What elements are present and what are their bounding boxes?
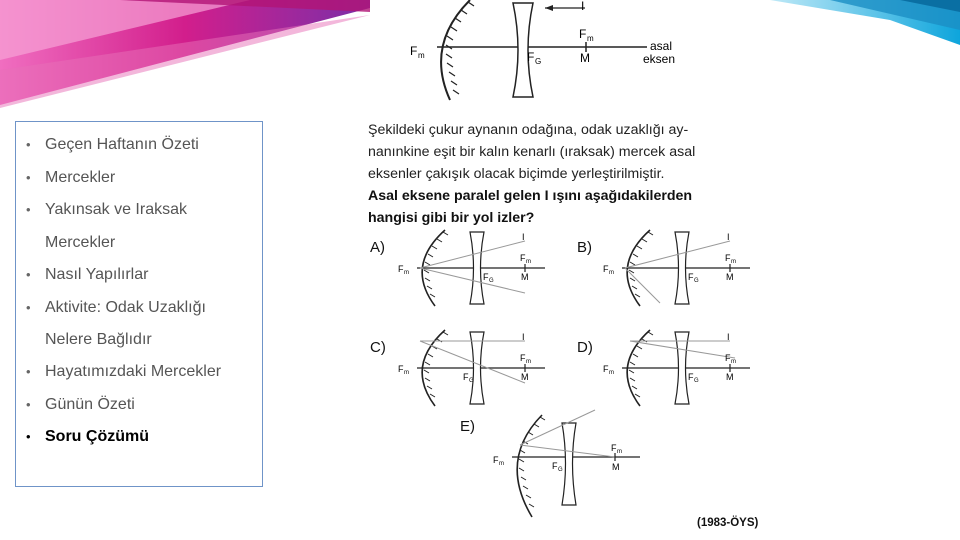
svg-text:G: G xyxy=(558,467,563,473)
svg-text:F: F xyxy=(463,372,469,382)
svg-text:F: F xyxy=(552,461,558,471)
svg-text:m: m xyxy=(609,270,614,276)
axis-label: asal xyxy=(650,39,673,53)
svg-text:G: G xyxy=(535,57,542,66)
svg-text:G: G xyxy=(489,278,494,284)
agenda-item-label: Geçen Haftanın Özeti xyxy=(45,136,199,153)
svg-text:M: M xyxy=(726,272,734,282)
option-b-label[interactable]: B) xyxy=(577,239,592,256)
ray-label: I xyxy=(581,0,585,13)
question-line-bold: Asal eksene paralel gelen I ışını aşağıdakilerden xyxy=(368,188,693,204)
question-line: eksenler çakışık olacak biçimde yerleştirilmiştir. xyxy=(368,166,665,182)
svg-text:m: m xyxy=(609,370,614,376)
main-figure xyxy=(395,0,695,105)
svg-text:m: m xyxy=(404,270,409,276)
svg-text:m: m xyxy=(587,34,594,43)
axis-label-2: eksen xyxy=(643,52,676,66)
svg-text:F: F xyxy=(520,253,526,263)
svg-text:F: F xyxy=(611,443,617,453)
bullet: • xyxy=(26,267,31,282)
svg-text:F: F xyxy=(603,264,609,274)
agenda-item-label: Günün Özeti xyxy=(45,396,135,413)
agenda-item-label: Soru Çözümü xyxy=(45,428,149,445)
svg-text:F: F xyxy=(483,272,489,282)
bullet: • xyxy=(26,429,31,444)
agenda-item-label: Nasıl Yapılırlar xyxy=(45,266,149,283)
agenda-item-label: Aktivite: Odak Uzaklığı xyxy=(45,299,206,316)
svg-text:m: m xyxy=(526,259,531,265)
decorative-corner-right xyxy=(770,0,960,45)
fg-label: F xyxy=(527,50,535,64)
svg-text:M: M xyxy=(726,372,734,382)
svg-text:F: F xyxy=(603,364,609,374)
option-d-figure[interactable] xyxy=(600,328,760,408)
svg-text:G: G xyxy=(694,378,699,384)
svg-text:F: F xyxy=(688,272,694,282)
bullet: • xyxy=(26,137,31,152)
question-text xyxy=(368,119,778,229)
option-c-label[interactable]: C) xyxy=(370,339,386,356)
svg-text:m: m xyxy=(731,259,736,265)
bullet: • xyxy=(26,202,31,217)
agenda-box xyxy=(15,121,263,487)
svg-text:m: m xyxy=(418,51,425,60)
bullet: • xyxy=(26,300,31,315)
concave-mirror xyxy=(441,0,474,100)
fm-label-right: F xyxy=(579,27,587,41)
svg-text:I: I xyxy=(727,232,730,242)
svg-text:F: F xyxy=(493,455,499,465)
svg-text:m: m xyxy=(731,359,736,365)
svg-text:G: G xyxy=(469,378,474,384)
agenda-item-label: Yakınsak ve Iraksak xyxy=(45,201,187,218)
bullet: • xyxy=(26,397,31,412)
svg-text:F: F xyxy=(725,353,731,363)
svg-text:I: I xyxy=(522,232,525,242)
svg-text:G: G xyxy=(694,278,699,284)
bullet: • xyxy=(26,170,31,185)
agenda-item-label: Mercekler xyxy=(45,234,116,251)
option-d-label[interactable]: D) xyxy=(577,339,593,356)
svg-text:m: m xyxy=(617,449,622,455)
svg-text:m: m xyxy=(404,370,409,376)
m-label: M xyxy=(580,51,590,65)
svg-text:M: M xyxy=(521,272,529,282)
svg-text:I: I xyxy=(727,332,730,342)
svg-text:F: F xyxy=(688,372,694,382)
option-a-figure[interactable] xyxy=(395,228,555,308)
source-label: (1983-ÖYS) xyxy=(697,517,759,529)
svg-text:F: F xyxy=(725,253,731,263)
svg-text:F: F xyxy=(398,364,404,374)
question-line-bold: hangisi gibi bir yol izler? xyxy=(368,210,535,226)
decorative-corner-left xyxy=(0,0,370,110)
svg-text:F: F xyxy=(398,264,404,274)
agenda-item-label: Mercekler xyxy=(45,169,116,186)
svg-text:I: I xyxy=(522,332,525,342)
agenda-item-label: Hayatımızdaki Mercekler xyxy=(45,363,222,380)
bullet: • xyxy=(26,364,31,379)
option-c-figure[interactable] xyxy=(395,328,555,408)
svg-text:m: m xyxy=(499,461,504,467)
option-a-label[interactable]: A) xyxy=(370,239,385,256)
question-line: nanınkine eşit bir kalın kenarlı (ıraksak) mercek asal xyxy=(368,144,696,160)
option-e-figure[interactable] xyxy=(490,405,650,525)
svg-text:M: M xyxy=(612,462,620,472)
svg-text:F: F xyxy=(520,353,526,363)
svg-text:m: m xyxy=(526,359,531,365)
svg-text:M: M xyxy=(521,372,529,382)
option-e-label[interactable]: E) xyxy=(460,418,475,435)
option-b-figure[interactable] xyxy=(600,228,760,308)
fm-label: F xyxy=(410,44,418,58)
question-line: Şekildeki çukur aynanın odağına, odak uzaklığı ay- xyxy=(368,122,689,138)
agenda-item-label: Nelere Bağlıdır xyxy=(45,331,152,348)
